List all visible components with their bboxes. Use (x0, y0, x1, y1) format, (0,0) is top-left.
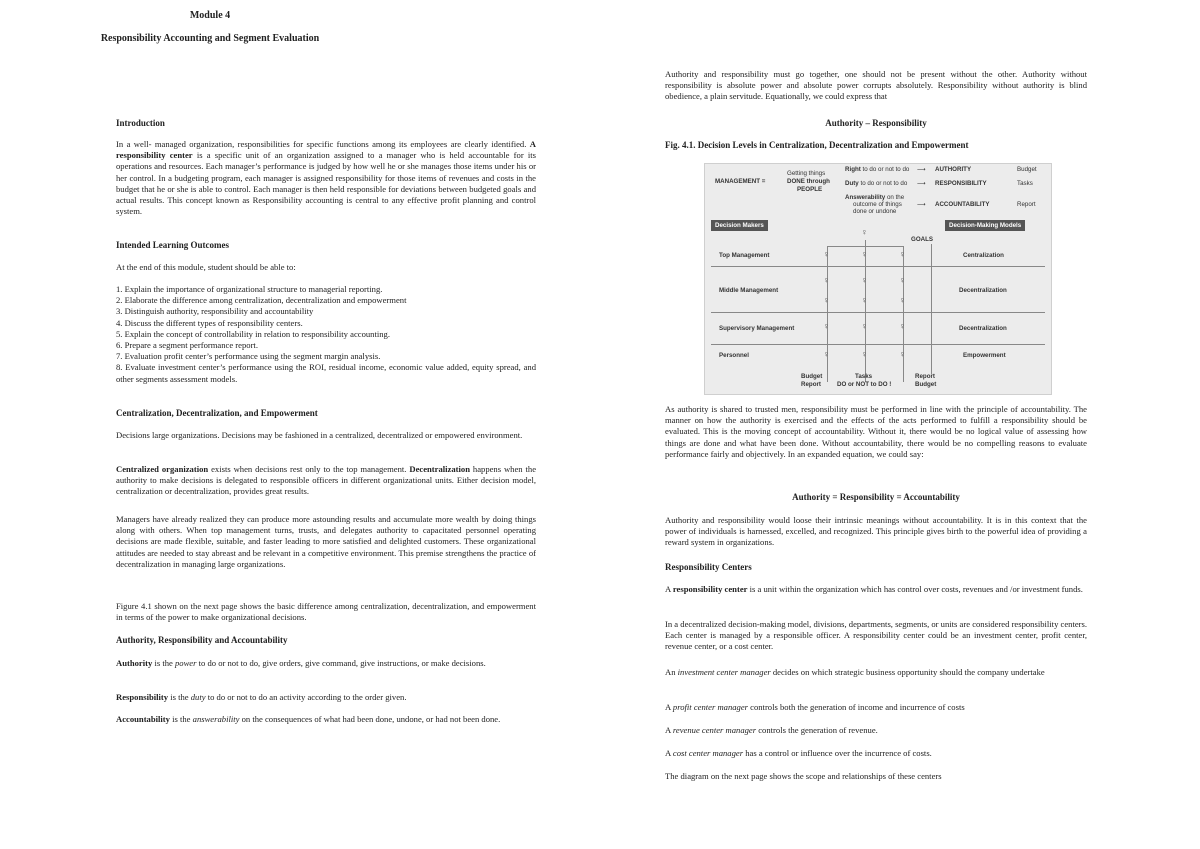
list-item: 8. Evaluate investment center’s performance using the ROI, residual income, economic value added, equity spread, and other segments assessment models. (116, 362, 536, 384)
revenue-center-paragraph: A revenue center manager controls the generation of revenue. (665, 725, 878, 735)
list-item: 6. Prepare a segment performance report. (116, 340, 258, 351)
model-empowerment: Empowerment (963, 352, 1006, 359)
list-item: 4. Discuss the different types of responsibility centers. (116, 317, 303, 328)
rc-paragraph-2: In a decentralized decision-making model, divisions, departments, segments, or units are considered responsibility centers. Each center is managed by a responsible officer. A responsibility center could be an investment center, profit center, revenue center, or a cost center. (665, 619, 1087, 652)
ilo-heading: Intended Learning Outcomes (116, 240, 230, 250)
bottom-report2-label: Report (915, 373, 935, 380)
ara-heading: Authority, Responsibility and Accountability (116, 635, 288, 645)
list-item: 2. Elaborate the difference among centralization, decentralization and empowerment (116, 295, 407, 306)
rc-definition: A responsibility center is a unit within the organization which has control over costs, revenues and /or investment funds. (665, 584, 1083, 594)
decision-levels-figure (704, 163, 1052, 395)
list-item: 7. Evaluation profit center’s performance using the segment margin analysis. (116, 351, 381, 362)
arrow-icon: ⟶ (917, 166, 926, 173)
person-icon: ♀ (861, 349, 868, 359)
rc-heading: Responsibility Centers (665, 562, 752, 572)
cost-center-paragraph: A cost center manager has a control or influence over the incurrence of costs. (665, 748, 932, 758)
arrow-icon: ⟶ (917, 180, 926, 187)
model-centralization: Centralization (963, 252, 1004, 259)
decision-models-header: Decision-Making Models (945, 220, 1025, 231)
person-icon: ♀ (861, 249, 868, 259)
person-icon: ♀ (899, 321, 906, 331)
bottom-budget-label: Budget (801, 373, 823, 380)
person-icon: ♀ (823, 349, 830, 359)
person-icon: ♀ (861, 321, 868, 331)
figure-right-label: Right to do or not to do (845, 166, 910, 173)
figure-answerability-line3: done or undone (853, 208, 897, 215)
module-subtitle: Responsibility Accounting and Segment Evaluation (100, 32, 320, 44)
cde-paragraph-1: Decisions large organizations. Decisions may be fashioned in a centralized, decentralized or empowered environment. (116, 430, 523, 440)
ilo-intro: At the end of this module, student should be able to: (116, 262, 296, 272)
figure-management-label: MANAGEMENT = (715, 178, 766, 185)
figure-done-label: DONE through (787, 178, 830, 185)
person-icon: ♀ (823, 249, 830, 259)
investment-center-paragraph: An investment center manager decides on which strategic business opportunity should the company undertake (665, 667, 1045, 677)
profit-center-paragraph: A profit center manager controls both the generation of income and incurrence of costs (665, 702, 965, 712)
ilo-list (116, 284, 536, 385)
bottom-report-label: Report (801, 381, 821, 388)
arrow-icon: ⟶ (917, 201, 926, 208)
decision-makers-header: Decision Makers (711, 220, 768, 231)
accountability-definition: Accountability is the answerability on the consequences of what had been done, undone, or had not been done. (116, 714, 501, 724)
accountability-paragraph: As authority is shared to trusted men, responsibility must be performed in line with the principle of accountability. The manner on how the authority is exercised and the effects of the acts performed to fulfill a responsibility should be evaluated. This is the moving concept of accountability. Without it, there would be no logical value of assessing how things are done and what have been done. Without accountability, there would be no compelling reasons to evaluate performance fairly and objectively. In an expanded equation, we could say: (665, 404, 1087, 459)
intro-heading: Introduction (116, 118, 165, 128)
figure-accountability-label: ACCOUNTABILITY (935, 201, 990, 208)
level-supervisory-management: Supervisory Management (719, 325, 795, 332)
module-title: Module 4 (189, 10, 231, 21)
person-icon: ♀ (899, 349, 906, 359)
next-page-note: The diagram on the next page shows the scope and relationships of these centers (665, 771, 942, 781)
person-icon: ♀ (899, 295, 906, 305)
figure-authority-label: AUTHORITY (935, 166, 972, 173)
level-middle-management: Middle Management (719, 287, 779, 294)
equation-authority-responsibility: Authority – Responsibility (825, 118, 927, 128)
figure-budget-label: Budget (1017, 166, 1037, 173)
figure-answerability-line2: outcome of things (853, 201, 902, 208)
reward-paragraph: Authority and responsibility would loose their intrinsic meanings without accountability. It is in this context that the power of individuals is harnessed, excelled, and recognized. This principle gives birth to the powerful idea of providing a reward system in organizations. (665, 515, 1087, 548)
person-icon: ♀ (899, 275, 906, 285)
cde-paragraph-3: Managers have already realized they can produce more astounding results and accumulate more wealth by doing things along with others. When top management turns, trusts, and delegates authority to capacitated personnel operating decisions are made flexible, suitable, and faster leading to more satisfied and delighted customers. These organizational attitudes are needed to stay abreast and be relevant in a competitive environment. This premise strengthens the practice of decentralization in managing large organizations. (116, 514, 536, 569)
figure-report-label: Report (1017, 201, 1036, 208)
model-decentralization: Decentralization (959, 287, 1007, 294)
figure-answerability-label: Answerability on the (845, 194, 905, 201)
intro-paragraph: In a well- managed organization, responsibilities for specific functions among its employees are clearly identified. A responsibility center is a specific unit of an organization assigned to a manager who is held accountable for its operations and resources. Each manager’s performance is judged by how well he or she manages those items under his or her control. In a budgeting program, each manager is assigned responsibility for those items of revenues and costs in the budget that he or she is able to control. Each manager is then held responsible for deviations between budgeted goals and actual results. This concept known as Responsibility accounting is central to any effective profit planning and control system. (116, 139, 537, 217)
figure-tasks-label: Tasks (1017, 180, 1033, 187)
level-top-management: Top Management (719, 252, 770, 259)
intro-paragraph: Authority and responsibility must go together, one should not be present without the other. Authority without responsibility is absolute power and absolute power corrupts absolutely. Responsibility without authority is blind obedience, a plain servitude. Equationally, we could express that (665, 69, 1087, 102)
responsibility-definition: Responsibility is the duty to do or not to do an activity according to the order given. (116, 692, 407, 702)
level-personnel: Personnel (719, 352, 749, 359)
list-item: 3. Distinguish authority, responsibility and accountability (116, 306, 314, 317)
person-icon: ♀ (861, 295, 868, 305)
person-icon: ♀ (861, 227, 868, 237)
bottom-do-label: DO or NOT to DO ! (837, 381, 892, 388)
figure-goals-label: GOALS (911, 236, 934, 243)
person-icon: ♀ (861, 275, 868, 285)
figure-getting-label: Getting things (787, 170, 826, 177)
model-decentralization: Decentralization (959, 325, 1007, 332)
right-page (600, 0, 1200, 849)
figure-duty-label: Duty to do or not to do (845, 180, 908, 187)
figure-people-label: PEOPLE (797, 186, 823, 193)
person-icon: ♀ (899, 249, 906, 259)
bottom-tasks-label: Tasks (855, 373, 873, 380)
person-icon: ♀ (823, 321, 830, 331)
cde-heading: Centralization, Decentralization, and Empowerment (116, 408, 318, 418)
authority-definition: Authority is the power to do or not to do, give orders, give command, give instructions, or make decisions. (116, 658, 486, 668)
figure-responsibility-label: RESPONSIBILITY (935, 180, 987, 187)
list-item: 1. Explain the importance of organizational structure to managerial reporting. (116, 284, 383, 294)
cde-paragraph-4: Figure 4.1 shown on the next page shows the basic difference among centralization, decentralization, and empowerment in terms of the power to make organizational decisions. (116, 601, 536, 623)
person-icon: ♀ (823, 295, 830, 305)
cde-paragraph-2: Centralized organization exists when decisions rest only to the top management. Decentralization happens when the authority to make decisions is delegated to responsible officers in different organizational units. Either decision model, centralization or decentralization, provides great results. (116, 464, 537, 497)
person-icon: ♀ (823, 275, 830, 285)
figure-caption: Fig. 4.1. Decision Levels in Centralization, Decentralization and Empowerment (665, 140, 969, 150)
equation-expanded: Authority = Responsibility = Accountability (792, 492, 960, 502)
bottom-budget2-label: Budget (915, 381, 937, 388)
list-item: 5. Explain the concept of controllability in relation to responsibility accounting. (116, 328, 390, 339)
